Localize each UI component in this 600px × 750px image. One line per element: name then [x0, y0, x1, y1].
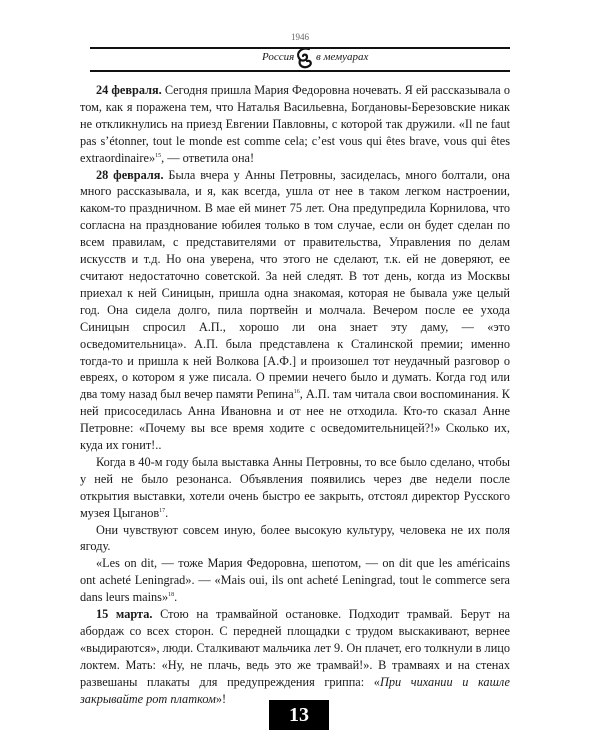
- footnote-ref: 18: [168, 592, 175, 599]
- entry-text: Сегодня пришла Мария Федоровна ночевать. Я ей рассказывала о том, как я поражена тем, что Наталья Васильевна, Богдановы-Березовские никак не откликнулись на приезд Евгении Павловны, с которой так дружили. «Il ne faut pas s’étonner, tout le monde est comme cela; c’est vous qui êtes brave, vous qui êtes extraordinaire»: [80, 83, 510, 165]
- entry-feb-24: [80, 82, 510, 167]
- running-header: [90, 42, 510, 76]
- entry-text-tail: , — ответила она!: [161, 150, 255, 165]
- entry-mar-15: [80, 606, 510, 707]
- entry-feb-28: [80, 167, 510, 454]
- paragraph-quote: [80, 555, 510, 606]
- entry-date: 24 февраля.: [96, 83, 162, 97]
- footnote-ref: 17: [159, 507, 166, 514]
- paragraph-culture: [80, 522, 510, 556]
- entry-text-tail: , А.П. там читала свои воспоминания. К ней присоседилась Анна Ивановна и от нее не отходила. Кто-то сказал Анне Петровне: «Почему вы все время ходите с осведомительницей?!» Сколько их, куда их гонит!..: [80, 387, 510, 453]
- entry-italic-text: При чихании и кашле закрывайте рот платком: [80, 674, 510, 706]
- entry-date: 15 марта.: [96, 607, 153, 622]
- paragraph-exhibition: [80, 454, 510, 522]
- entry-text: Была вчера у Анны Петровны, засиделась, много болтали, она много рассказывала, и я, как всегда, ушла от нее в таком легком настроении, каком-то праздничном. В мае ей минет 75 лет. Она предупредила Корнилова, что согласна на празднование юбилея только в том случае, если он будет сделан по всем правилам, с представителями от правительства, Управления по делам искусств и т.д. Но она уверена, что этого не сделают, т.к. ей не доверяют, ее считают недостаточно советской. За ней следят. В тот день, когда из Москвы приехал к ней Синицын, пришла одна знакомая, которая не бывала уже целый год. Она сидела долго, пила портвейн и молчала. Вечером после ее ухода Синицын спросил А.П., хорошо ли она знает эту даму, — «это осведомительница». А.П. была представлена к Сталинской премии; именно тогда-то и пришла к ней Волкова [А.Ф.] и произошел тот неудачный разговор о евреях, о котором я уже писала. О премии нечего было и думать. Когда год или два тому назад был вечер памяти Репина: [80, 167, 510, 402]
- series-logo-icon: [292, 45, 316, 71]
- page-number: 13: [269, 700, 329, 730]
- footnote-ref: 16: [293, 389, 300, 396]
- entry-text: Стою на трамвайной остановке. Подходит трамвай. Берут на абордаж со всех сторон. С передней площадки с трудом выскакивают, вернее «выдираются», люди. Сталкивают мальчика лет 9. Он плачет, его толкнули в лицо локтем. Мать: «Ну, не плачь, ведь это же трамвай!». В трамваях и на стенах развешаны плакаты для предупреждения гриппа: «: [80, 607, 511, 689]
- running-title-right: в мемуарах: [316, 51, 369, 63]
- paragraph-text: «Les on dit, — тоже Мария Федоровна, шепотом, — on dit que les américains ont acheté Leningrad». — «Mais oui, ils ont acheté Leningrad, tout le commerce sera dans leurs mains»: [80, 556, 510, 605]
- header-rule-bottom: [90, 70, 510, 72]
- entry-date: 28 февраля.: [96, 167, 164, 182]
- paragraph-text: Они чувствуют совсем иную, более высокую культуру, человека не их поля ягоду.: [80, 522, 510, 554]
- running-title-left: Россия: [262, 51, 295, 63]
- year-label: 1946: [291, 32, 309, 42]
- entry-text-tail: »!: [215, 691, 227, 706]
- paragraph-text-tail: .: [174, 590, 178, 605]
- paragraph-text: Когда в 40-м году была выставка Анны Петровны, то все было сделано, чтобы у ней не было резонанса. Объявления появились через две недели после открытия выставки, хотели очень быстро ее закрыть, отстоял директор Русского музея Цыганов: [80, 454, 510, 520]
- page-body: [80, 82, 510, 708]
- footnote-ref: 15: [155, 152, 162, 159]
- paragraph-text-tail: .: [165, 505, 169, 520]
